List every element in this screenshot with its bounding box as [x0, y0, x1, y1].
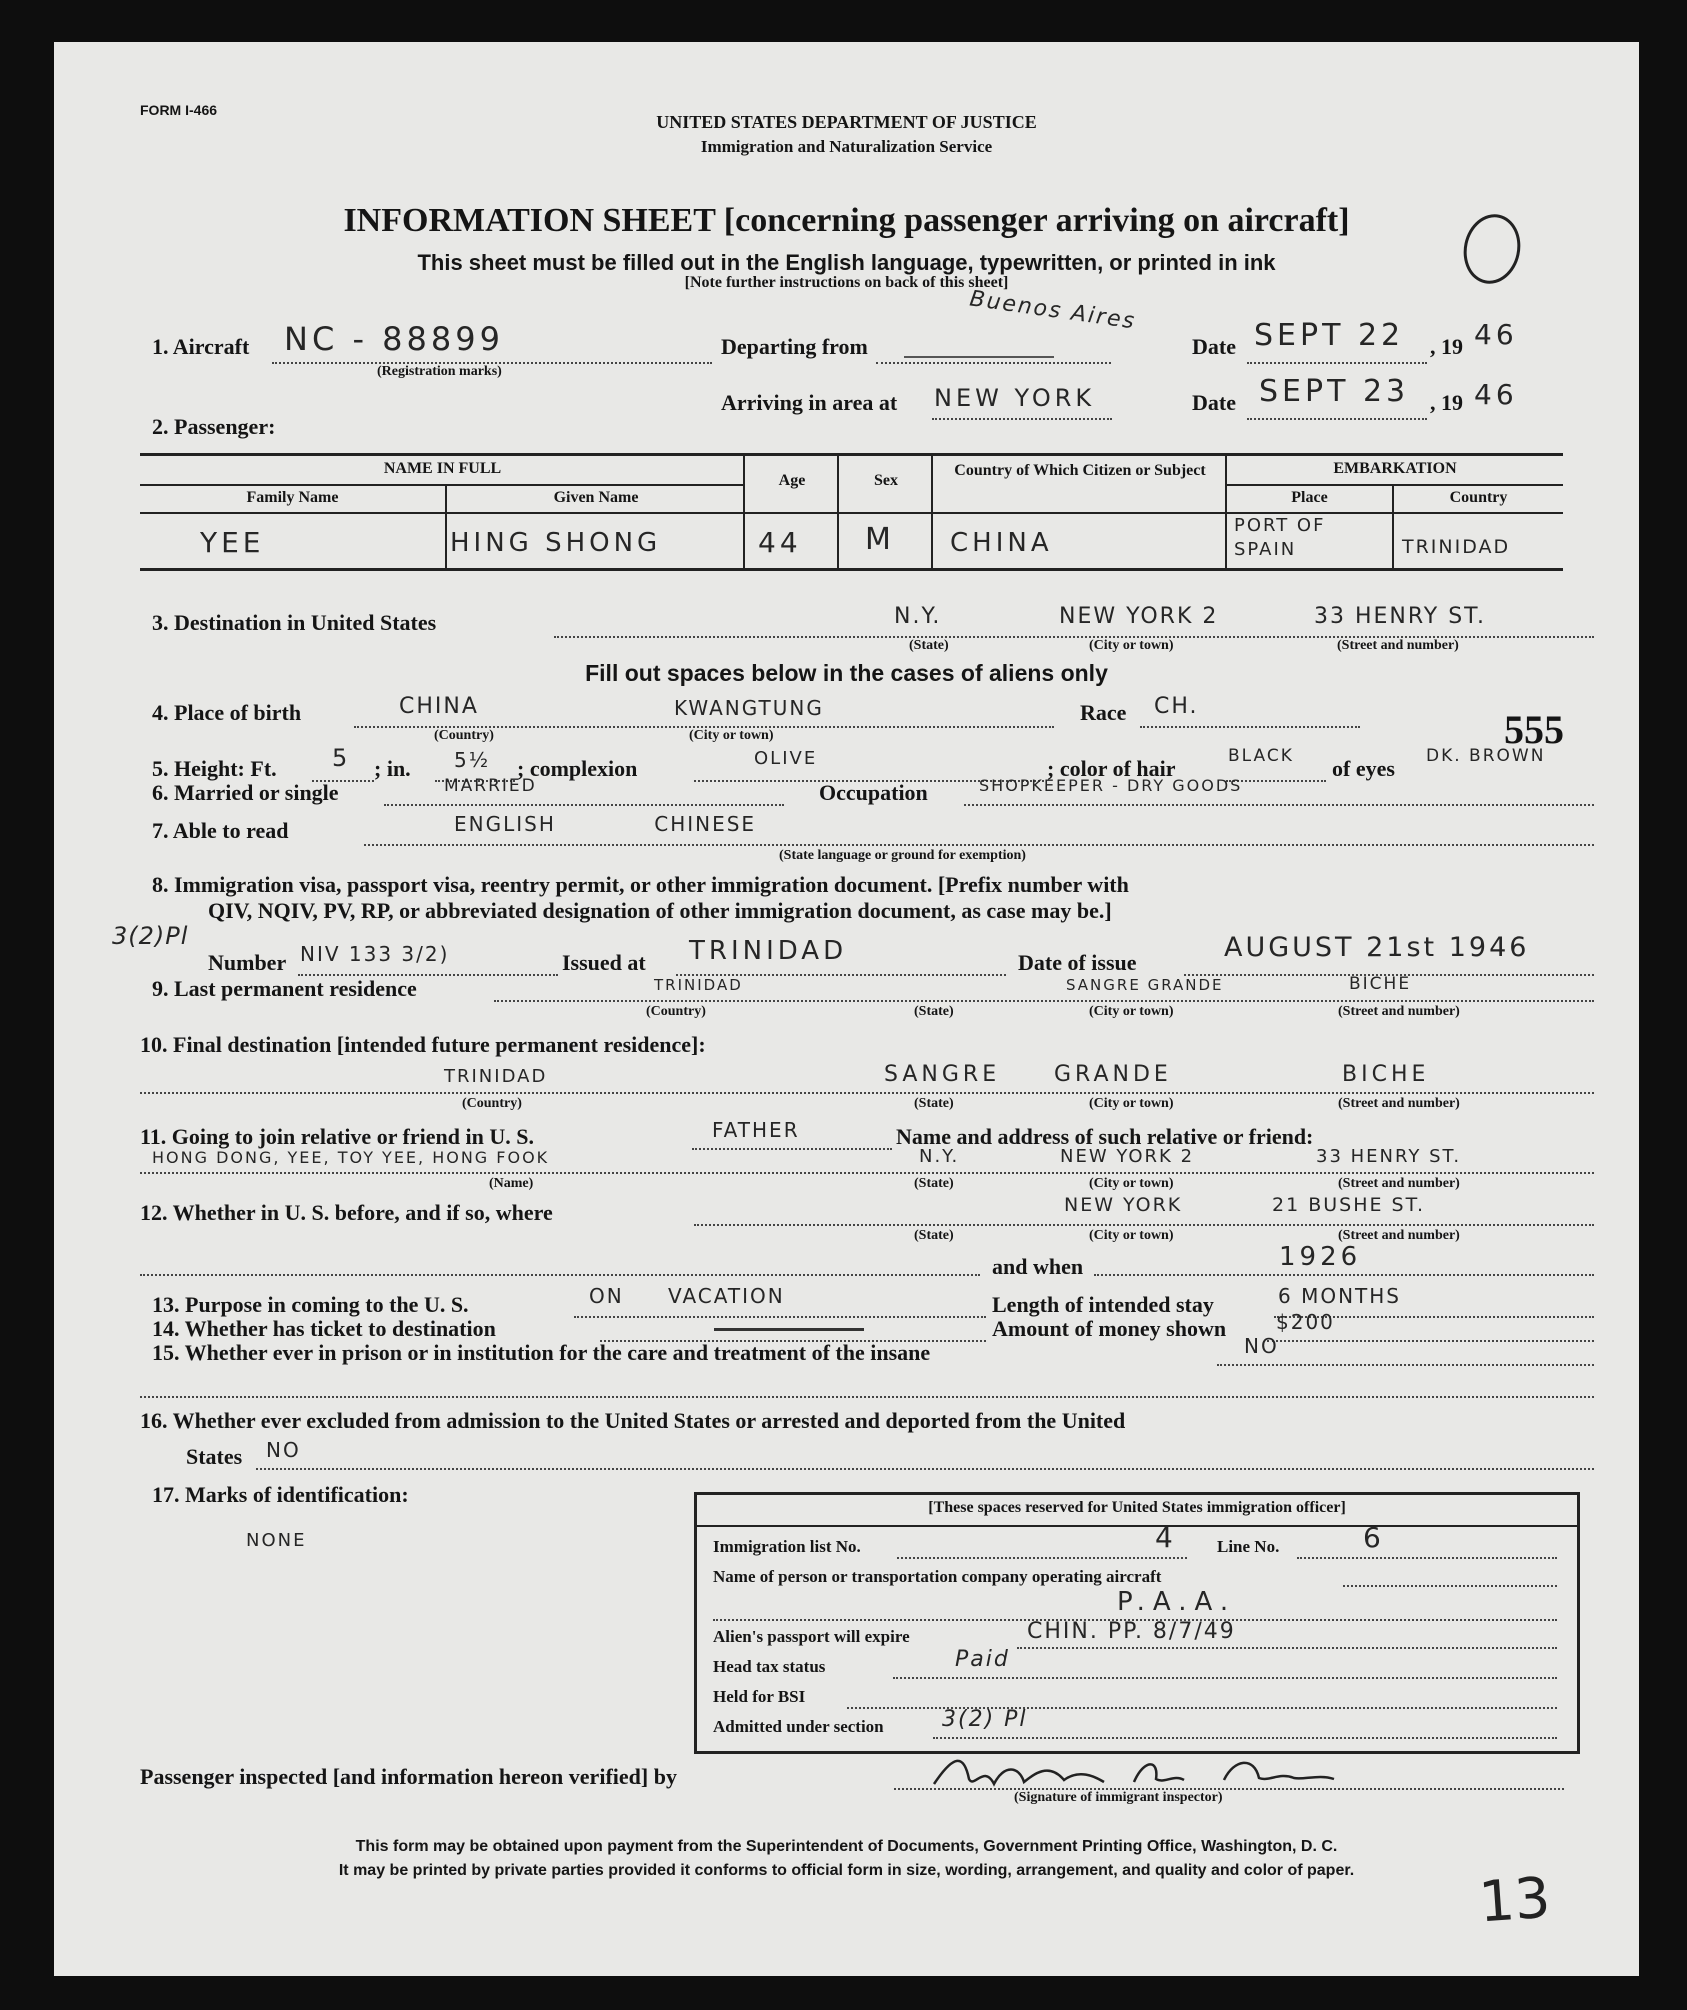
list-label: Immigration list No. — [713, 1537, 861, 1556]
page-subtitle: This sheet must be filled out in the English language, typewritten, or printed in ink — [417, 250, 1276, 275]
q9-sub-country: (Country) — [646, 1004, 706, 1019]
header-age: Age — [778, 472, 806, 489]
q6-label: 6. Married or single — [152, 780, 339, 805]
header-citizen-country: Country of Which Citizen or Subject — [954, 462, 1206, 479]
verified-label: Passenger inspected [and information hereon verified] by — [140, 1764, 677, 1789]
family-name-value: YEE — [200, 526, 265, 559]
arrival-year: 46 — [1474, 378, 1518, 411]
marital-status: MARRIED — [444, 776, 537, 796]
q9-street: BICHE — [1349, 974, 1412, 994]
header-place: Place — [1291, 489, 1328, 506]
header-embarkation: EMBARKATION — [1333, 460, 1457, 477]
height-ft: 5 — [332, 744, 350, 772]
headtax-value: Paid — [955, 1647, 1010, 1672]
ticket-mark — [714, 1328, 864, 1331]
height-in: 5½ — [454, 748, 491, 772]
margin-note: 3(2)Pl — [112, 922, 189, 950]
section-value: 3(2) Pl — [942, 1707, 1028, 1732]
header-given-name: Given Name — [553, 489, 639, 506]
read-languages: ENGLISH CHINESE — [454, 812, 757, 836]
form-sheet — [54, 42, 1639, 1976]
q16-label-2: States — [186, 1444, 243, 1469]
arriving-value: NEW YORK — [934, 384, 1096, 412]
eyes-label: of eyes — [1332, 756, 1395, 781]
money-value: $200 — [1276, 1310, 1335, 1334]
q12-sub-city: (City or town) — [1089, 1228, 1174, 1243]
signature-sublabel: (Signature of immigrant inspector) — [1014, 1790, 1223, 1805]
issue-date-label: Date of issue — [1018, 950, 1137, 975]
q11-sub-city: (City or town) — [1089, 1176, 1174, 1191]
passport-value: CHIN. PP. 8/7/49 — [1027, 1619, 1236, 1644]
q1-arr-year-prefix: , 19 — [1430, 390, 1463, 415]
q9-country: TRINIDAD — [654, 976, 743, 994]
service-name: Immigration and Naturalization Service — [700, 137, 993, 156]
officer-heading: [These spaces reserved for United States immigration officer] — [928, 1499, 1346, 1516]
q8-label-1: 8. Immigration visa, passport visa, reentry permit, or other immigration document. [Prefix number with — [152, 872, 1129, 897]
q11-street: 33 HENRY ST. — [1316, 1146, 1462, 1167]
q9-sub-state: (State) — [914, 1004, 954, 1019]
embark-country-value: TRINIDAD — [1402, 536, 1511, 558]
q14-label: 14. Whether has ticket to destination — [152, 1316, 496, 1341]
race-value: CH. — [1154, 694, 1199, 719]
issued-at-label: Issued at — [562, 950, 646, 975]
birth-country: CHINA — [399, 694, 479, 719]
q13-label: 13. Purpose in coming to the U. S. — [152, 1292, 469, 1317]
q12-street: 21 BUSHE ST. — [1272, 1194, 1426, 1216]
headtax-label: Head tax status — [713, 1657, 826, 1676]
inspector-signature — [924, 1754, 1384, 1794]
q17-label: 17. Marks of identification: — [152, 1482, 409, 1507]
q9-sub-street: (Street and number) — [1338, 1004, 1460, 1019]
issue-date-value: AUGUST 21st 1946 — [1224, 932, 1530, 963]
operator-label: Name of person or transportation company operating aircraft — [713, 1567, 1162, 1586]
hair-label: ; color of hair — [1047, 756, 1176, 781]
q1-sublabel: (Registration marks) — [377, 364, 502, 379]
visa-number: NIV 133 3/2) — [300, 942, 450, 966]
q11-city: NEW YORK 2 — [1060, 1146, 1195, 1167]
q8-label-2: QIV, NQIV, PV, RP, or abbreviated designation of other immigration document, as case may be.] — [208, 898, 1112, 923]
q3-city: NEW YORK 2 — [1059, 604, 1219, 629]
q11-sub-street: (Street and number) — [1338, 1176, 1460, 1191]
q12-sub-street: (Street and number) — [1338, 1228, 1460, 1243]
operator-value: P.A.A. — [1117, 1587, 1237, 1617]
q16-value: NO — [266, 1438, 301, 1462]
stay-value: 6 MONTHS — [1278, 1284, 1401, 1308]
departing-label: Departing from — [721, 334, 868, 359]
age-value: 44 — [758, 526, 802, 559]
q12-city: NEW YORK — [1064, 1194, 1183, 1216]
list-value: 4 — [1155, 1521, 1177, 1554]
q3-state: N.Y. — [894, 604, 942, 629]
relative-name: HONG DONG, YEE, TOY YEE, HONG FOOK — [152, 1148, 550, 1167]
line-value: 6 — [1363, 1521, 1385, 1554]
q11-sub-state: (State) — [914, 1176, 954, 1191]
money-label: Amount of money shown — [992, 1316, 1227, 1341]
embark-place-value: PORT OF SPAIN — [1234, 515, 1326, 560]
issued-at-value: TRINIDAD — [689, 936, 848, 966]
q10-state: SANGRE — [884, 1062, 1001, 1087]
q1-label: 1. Aircraft — [152, 334, 250, 359]
q3-sub-street: (Street and number) — [1337, 638, 1459, 653]
aircraft-registration: NC - 88899 — [284, 320, 504, 358]
q5-in-label: ; in. — [374, 756, 411, 781]
struck-departure — [904, 342, 1054, 358]
q3-street: 33 HENRY ST. — [1314, 604, 1486, 629]
q10-country: TRINIDAD — [444, 1066, 548, 1087]
q2-label: 2. Passenger: — [152, 414, 276, 439]
q3-label: 3. Destination in United States — [152, 610, 437, 635]
q15-label: 15. Whether ever in prison or in institution for the care and treatment of the insane — [152, 1340, 931, 1365]
header-emb-country: Country — [1449, 489, 1508, 506]
instructions-note: [Note further instructions on back of this sheet] — [684, 274, 1009, 291]
departing-value: Buenos Aires — [968, 286, 1138, 335]
q10-sub-state: (State) — [914, 1096, 954, 1111]
departure-date: SEPT 22 — [1254, 318, 1405, 353]
header-sex: Sex — [874, 472, 898, 489]
header-name-in-full: NAME IN FULL — [383, 460, 502, 477]
race-label: Race — [1080, 700, 1127, 725]
header-family-name: Family Name — [246, 489, 339, 506]
occupation-value: SHOPKEEPER - DRY GOODS — [979, 776, 1243, 795]
q12-label: 12. Whether in U. S. before, and if so, where — [140, 1200, 553, 1225]
q11-state: N.Y. — [919, 1146, 960, 1167]
q9-city: SANGRE GRANDE — [1066, 976, 1224, 994]
corner-mark-bottom: 13 — [1476, 1865, 1553, 1936]
q5-label: 5. Height: Ft. — [152, 756, 277, 781]
agency-name: UNITED STATES DEPARTMENT OF JUSTICE — [656, 112, 1037, 132]
page-title: INFORMATION SHEET [concerning passenger arriving on aircraft] — [343, 202, 1350, 239]
footer-line-2: It may be printed by private parties provided it conforms to official form in size, wording, arrangement, and quality and color of paper. — [338, 1862, 1355, 1879]
q10-street: BICHE — [1342, 1062, 1430, 1087]
q1-date-label: Date — [1192, 334, 1236, 359]
eyes-value: DK. BROWN — [1426, 746, 1546, 766]
q15-value: NO — [1244, 1334, 1279, 1358]
passport-label: Alien's passport will expire — [713, 1627, 910, 1646]
aliens-heading: Fill out spaces below in the cases of aliens only — [585, 660, 1108, 686]
bsi-label: Held for BSI — [713, 1687, 806, 1706]
arrival-date: SEPT 23 — [1259, 374, 1410, 409]
q7-label: 7. Able to read — [152, 818, 289, 843]
passenger-table — [140, 453, 1563, 571]
footer-line-1: This form may be obtained upon payment from the Superintendent of Documents, Government Printing Office, Washington, D. C. — [355, 1838, 1338, 1855]
form-id: FORM I-466 — [140, 102, 218, 118]
relation-value: FATHER — [712, 1118, 800, 1142]
q9-sub-city: (City or town) — [1089, 1004, 1174, 1019]
q4-sub-country: (Country) — [434, 728, 494, 743]
q10-label: 10. Final destination [intended future permanent residence]: — [140, 1032, 706, 1057]
visa-number-label: Number — [208, 950, 287, 975]
section-label: Admitted under section — [713, 1717, 884, 1736]
purpose-value: ON VACATION — [589, 1284, 785, 1308]
q10-sub-street: (Street and number) — [1338, 1096, 1460, 1111]
q16-label-1: 16. Whether ever excluded from admission to the United States or arrested and deported from the United — [140, 1408, 1126, 1433]
departure-year: 46 — [1474, 318, 1518, 351]
q9-label: 9. Last permanent residence — [152, 976, 417, 1001]
q17-value: NONE — [246, 1530, 307, 1551]
q3-sub-state: (State) — [909, 638, 949, 653]
arriving-label: Arriving in area at — [721, 390, 898, 415]
complexion-label: ; complexion — [517, 756, 638, 781]
q1-arr-date-label: Date — [1192, 390, 1236, 415]
q10-sub-country: (Country) — [462, 1096, 522, 1111]
q3-sub-city: (City or town) — [1089, 638, 1174, 653]
q1-year-prefix: , 19 — [1430, 334, 1463, 359]
q4-sub-city: (City or town) — [689, 728, 774, 743]
when-value: 1926 — [1279, 1242, 1362, 1272]
birth-city: KWANGTUNG — [674, 696, 824, 720]
q12-sub-state: (State) — [914, 1228, 954, 1243]
hair-value: BLACK — [1228, 746, 1294, 766]
q10-sub-city: (City or town) — [1089, 1096, 1174, 1111]
q4-label: 4. Place of birth — [152, 700, 302, 725]
complexion-value: OLIVE — [754, 748, 818, 769]
q11-sub-name: (Name) — [489, 1176, 534, 1191]
officer-box — [694, 1492, 1580, 1754]
q11-label: 11. Going to join relative or friend in U. S. — [140, 1124, 534, 1149]
line-label: Line No. — [1217, 1537, 1280, 1556]
given-name-value: HING SHONG — [450, 528, 662, 558]
citizen-value: CHINA — [950, 528, 1053, 558]
sex-value: M — [865, 522, 895, 557]
q7-sublabel: (State language or ground for exemption) — [779, 848, 1026, 863]
stay-label: Length of intended stay — [992, 1292, 1214, 1317]
q11-name-label: Name and address of such relative or friend: — [896, 1124, 1314, 1149]
q10-city: GRANDE — [1054, 1062, 1172, 1087]
when-label: and when — [992, 1254, 1084, 1279]
stamp-number: 555 — [1504, 707, 1564, 752]
occupation-label: Occupation — [819, 780, 928, 805]
